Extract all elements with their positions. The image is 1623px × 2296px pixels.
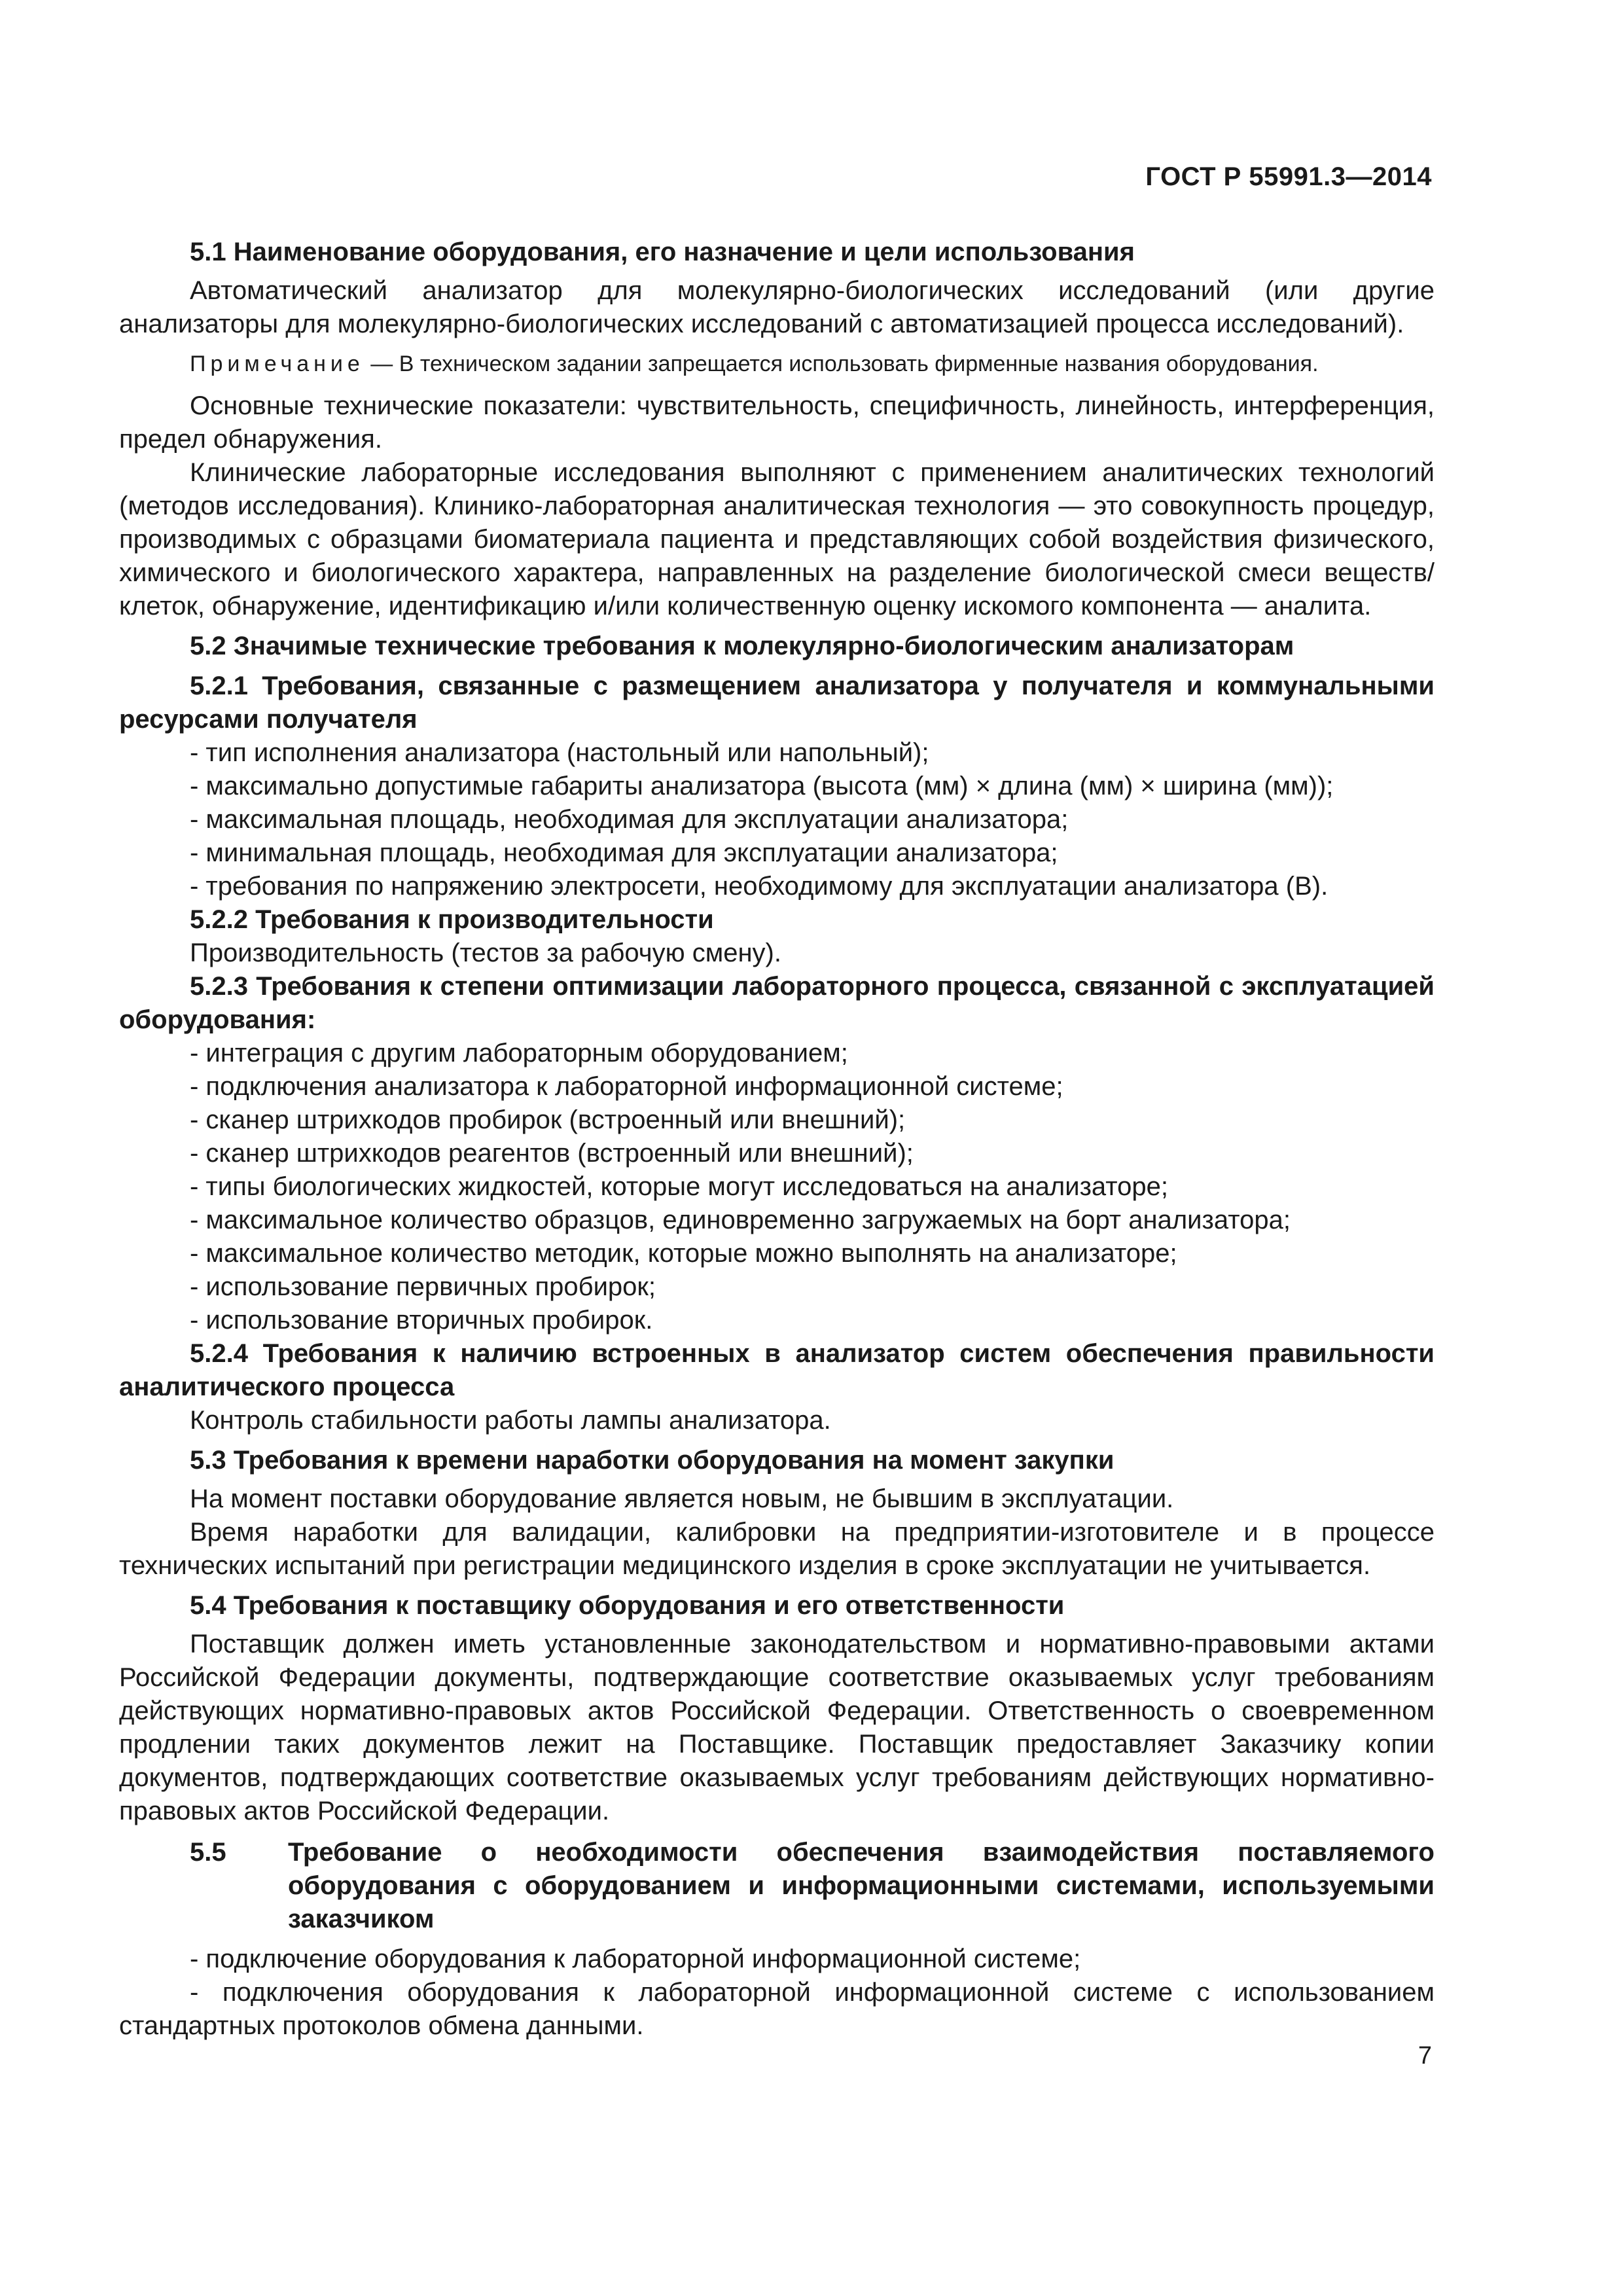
section-5-1-heading: 5.1 Наименование оборудования, его назначение и цели использования [190,238,1135,266]
section-5-2-4-text: Контроль стабильности работы лампы анализатора. [190,1406,831,1435]
section-5-2-3-heading: 5.2.3 Требования к степени оптимизации лабораторного процесса, связанной с эксплуатацией оборудования: [119,972,1435,1034]
note-paragraph [119,349,1435,379]
list-item: - использование вторичных пробирок. [190,1306,653,1335]
section-5-2-2-heading: 5.2.2 Требования к производительности [190,905,714,934]
section-5-2-1-heading: 5.2.1 Требования, связанные с размещением анализатора у получателя и коммунальными ресурсами получателя [119,672,1435,734]
standard-designation: ГОСТ Р 55991.3—2014 [1145,162,1432,191]
list-item: - требования по напряжению электросети, необходимому для эксплуатации анализатора (В). [190,872,1329,901]
list-item: - типы биологических жидкостей, которые могут исследоваться на анализаторе; [190,1172,1169,1201]
section-5-5-number: 5.5 [190,1838,226,1867]
section-5-3-paragraph-1: На момент поставки оборудование является новым, не бывшим в эксплуатации. [190,1484,1174,1513]
section-5-2-4-heading: 5.2.4 Требования к наличию встроенных в анализатор систем обеспечения правильности аналитического процесса [119,1339,1435,1401]
section-5-4-heading: 5.4 Требования к поставщику оборудования и его ответственности [190,1591,1065,1620]
list-item: - максимально допустимые габариты анализатора (высота (мм) × длина (мм) × ширина (мм)); [190,772,1334,800]
document-body [119,229,1435,2043]
list-item: - сканер штрихкодов пробирок (встроенный или внешний); [190,1105,906,1134]
list-item: - подключения оборудования к лабораторной информационной системе с использованием стандартных протоколов обмена данными. [119,1978,1435,2040]
list-item: - использование первичных пробирок; [190,1272,656,1301]
list-item: - интеграция с другим лабораторным оборудованием; [190,1039,848,1067]
section-5-3-paragraph-2: Время наработки для валидации, калибровки на предприятии-изготовителе и в процессе технических испытаний при регистрации медицинского изделия в сроке эксплуатации не учитывается. [119,1518,1435,1580]
note-label: Примечание [190,351,365,376]
section-5-1-paragraph: Автоматический анализатор для молекулярно-биологических исследований (или другие анализаторы для молекулярно-биологических исследований с автоматизацией процесса исследований). [119,276,1435,338]
note-text: — В техническом задании запрещается использовать фирменные названия оборудования. [364,351,1319,376]
section-5-2-heading: 5.2 Значимые технические требования к молекулярно-биологическим анализаторам [190,632,1294,660]
list-item: - сканер штрихкодов реагентов (встроенный или внешний); [190,1139,914,1168]
section-5-1-indicators: Основные технические показатели: чувствительность, специфичность, линейность, интерференция, предел обнаружения. [119,391,1435,454]
section-5-5-title: Требование о необходимости обеспечения взаимодействия поставляемого оборудования с оборудованием и информационными системами, используемыми заказчиком [288,1838,1435,1933]
list-item: - минимальная площадь, необходимая для эксплуатации анализатора; [190,838,1058,867]
list-item: - максимальная площадь, необходимая для эксплуатации анализатора; [190,805,1069,834]
list-item: - максимальное количество методик, которые можно выполнять на анализаторе; [190,1239,1177,1268]
section-5-3-heading: 5.3 Требования к времени наработки оборудования на момент закупки [190,1446,1115,1475]
list-item: - максимальное количество образцов, единовременно загружаемых на борт анализатора; [190,1206,1291,1234]
list-item: - тип исполнения анализатора (настольный или напольный); [190,738,929,767]
list-item: - подключение оборудования к лабораторной информационной системе; [190,1945,1081,1973]
list-item: - подключения анализатора к лабораторной информационной системе; [190,1072,1063,1101]
section-5-5-heading [119,1836,1435,1936]
section-5-2-2-text: Производительность (тестов за рабочую смену). [190,939,781,967]
section-5-1-technology: Клинические лабораторные исследования выполняют с применением аналитических технологий (методов исследования). Клинико-лабораторная аналитическая технология — это совокупность процедур, производимых с образцами биоматериала пациента и представляющих собой воздействия физического, химического и биологического характера, направленных на разделение биологической смеси веществ/клеток, обнаружение, идентификацию и/или количественную оценку искомого компонента — аналита. [119,458,1435,620]
section-5-4-paragraph: Поставщик должен иметь установленные законодательством и нормативно-правовыми актами Российской Федерации документы, подтверждающие соответствие оказываемых услуг требованиям действующих нормативно-правовых актов Российской Федерации. Ответственность о своевременном продлении таких документов лежит на Поставщике. Поставщик предоставляет Заказчику копии документов, подтверждающих соответствие оказываемых услуг требованиям действующих нормативно-правовых актов Российской Федерации. [119,1630,1435,1825]
page-number: 7 [1418,2042,1432,2070]
